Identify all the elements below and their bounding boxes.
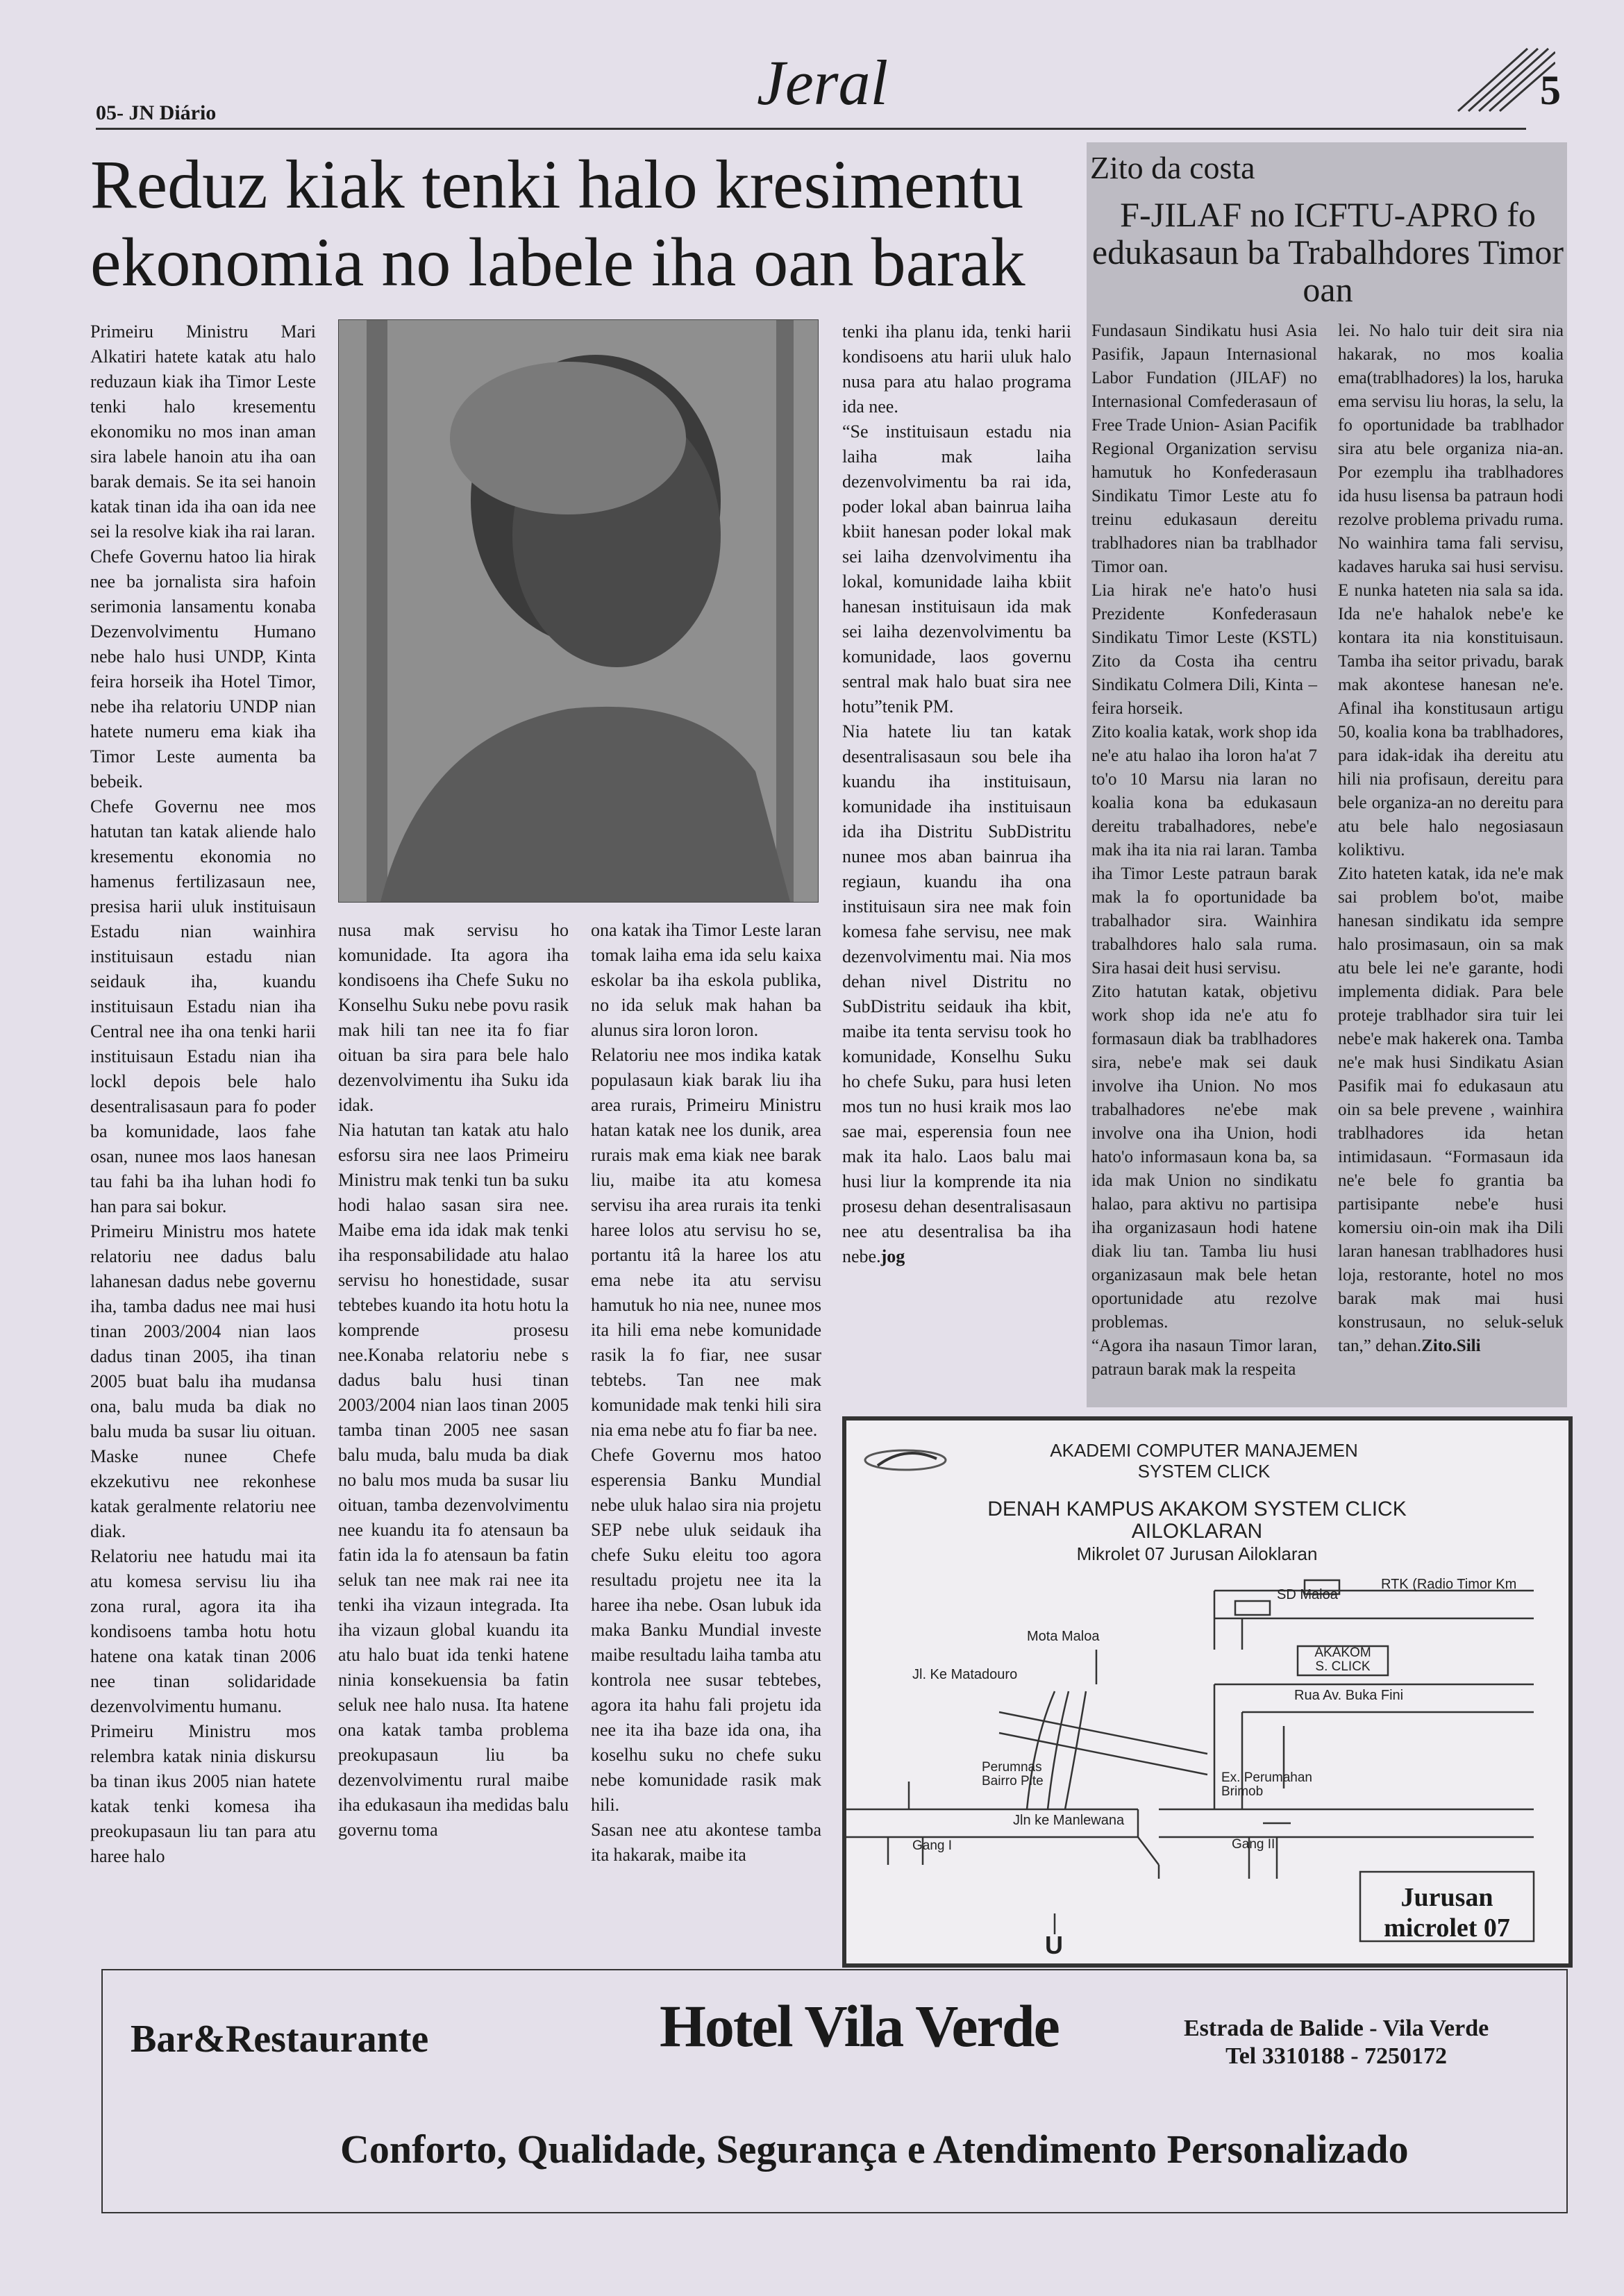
paragraph: Fundasaun Sindikatu husi Asia Pasifik, Japaun Internasional Labor Fundation (JILAF) no Internasional Comfederasaun of Free Trade Union- Asian Pacifik Regional Organization servisu hamutuk ho Konfederasaun Sindikatu Timor Leste atu fo treinu edukasaun dereitu trablhadores nian ba trablhador Timor oan. [1091,321,1317,576]
map-title-3: Mikrolet 07 Jurusan Ailoklaran [1076,1543,1318,1564]
byline: Zito.Sili [1421,1336,1481,1355]
section-title: Jeral [757,47,889,118]
paragraph: Primeiru Ministru mos hatete relatoriu nee dadus balu lahanesan dadus nebe governu iha, tamba dadus nee mai husi tinan 2003/2004 nian laos dadus tinan 2005, iha tinan 2005 buat balu iha mudansa ona, balu muda ba diak no balu muda ba susar liu oituan. Maske nunee Chefe ekzekutivu nee rekonhese katak geralmente relatoriu nee diak. [90,1221,316,1541]
manlewana-label: Jln ke Manlewana [1013,1813,1125,1828]
ad-address-block [1184,2015,1489,2070]
headline: Reduz kiak tenki halo kresimentu ekonomia no labele iha oan barak [90,146,1026,301]
paragraph: “Agora iha nasaun Timor laran, patraun barak mak la respeita [1091,1336,1317,1379]
page-number: 5 [1540,67,1561,113]
sidebar-title: F-JILAF no ICFTU-APRO fo edukasaun ba Trabalhdores Timor oan [1091,195,1564,309]
buka-fini-label: Rua Av. Buka Fini [1294,1688,1404,1703]
byline: jog [880,1246,905,1266]
paragraph: Lia hirak ne'e hato'o husi Prezidente Konfederasaun Sindikatu Timor Leste (KSTL) Zito da Costa iha centru Sindikatu Colmera Dili, Kinta –feira horseik. [1091,581,1317,718]
paragraph: lei. No halo tuir deit sira nia hakarak, no mos koalia ema(trablhadores) la los, haruka ema servisu liu horas, la selu, la fo oportunidade ba trablhador sira atu bele organiza nia-an. Por ezemplu iha trablhadores ida husu lisensa ba patraun hodi rezolve problema privadu ruma. No wainhira tama fali servisu, kadaves haruka sai husi servisu. E nunka hateten nia sala sa ida. Ida ne'e hahalok nebe'e ke kontara ita nia konstituisaun. Tamba iha seitor privadu, barak mak akontese hanesan ne'e. Afinal iha konstitusaun artigu 50, koalia kona ba trablhadores, para idak-idak iha dereitu atu hili nia profisaun, dereitu para bele organiza-an no dereitu para atu bele halo negosiasaun koliktivu. [1338,321,1564,860]
paragraph: “Se instituisaun estadu nia laiha mak laiha dezenvolvimentu ba rai ida, poder lokal aban bainrua laiha kbiit hanesan poder lokal mak sei laiha dzenvolvimentu iha lokal, komunidade laiha kbiit hanesan instituisaun ida mak sei laiha dezenvolvimentu ba komunidade, laos governu sentral mak halo buat sira nee hotu”tenik PM. [842,421,1071,717]
rtk-label: RTK (Radio Timor Km [1381,1577,1517,1592]
paragraph: Zito hatutan katak, objetivu work shop ida ne'e atu fo formasaun diak ba trablhadores sira, nebe'e mak sei dauk involve iha Union. No mos trabalhadores ne'ebe mak involve ona iha Union, hodi hato'o informasaun kona ba, sa ida mak Union no sindikatu halao, para aktivu no partisipa iha organizasaun hodi hatene diak liu tan. Tamba liu husi organizasaun mak bele hetan oportunidade atu rezolve problemas. [1091,982,1317,1332]
paragraph: ona katak iha Timor Leste laran tomak laiha ema ida selu kaixa eskolar ba iha eskola publika, no ida seluk mak hahan ba alunus sira loron loron. [591,920,821,1040]
paragraph: Chefe Governu mos hatoo esperensia Banku Mundial nebe uluk halao sira nia projetu SEP nebe uluk seidauk iha chefe Suku eleitu too agora resultadu projetu nee ita la haree iha nebe. Osan lubuk ida maka Banku Mundial investe maibe resultadu laiha tamba atu kontrola nee susar tebtebes, agora ita hahu fali projetu ida nee ita iha baze ida ona, iha koselhu suku no chefe suku nebe komunidade rasik mak hili. [591,1445,821,1815]
ad-telephone: Tel 3310188 - 7250172 [1225,2043,1448,2069]
route-label: Jurusan microlet 07 [1384,1883,1510,1943]
north-label: U [1045,1931,1063,1959]
map-title-2: AILOKLARAN [1131,1520,1263,1543]
paragraph: tenki iha planu ida, tenki harii kondisoens atu harii uluk halo nusa para atu halao programa ida nee. [842,321,1071,417]
ad-hotel-name: Hotel Vila Verde [660,1993,1059,2059]
article-column-1 [90,319,316,1869]
sd-maloa-label: SD Maloa [1277,1587,1338,1602]
paragraph-text: Nia hatete liu tan katak desentralisasaun sou bele iha kuandu iha instituisaun, komunidade iha instituisaun ida iha Distritu SubDistritu nunee mos aban bainrua iha regiaun, kuandu iha ona instituisaun sira nee mak foin komesa fahe servisu, nee mak dezenvolvimentu mai. Nia mos dehan nivel Distritu no SubDistritu seidauk iha kbit, maibe ita tenta servisu took ho komunidade, Konselhu Suku ho chefe Suku, para husi leten mos tun no husi kraik mos lao sae mai, esperensia foun nee mak ita halo. Laos balu mai husi liur la komprende ita nia prosesu dehan desentralisasaun nee atu desentralisa ba iha nebe. [842,721,1071,1266]
paragraph: Chefe Governu nee mos hatutan tan katak aliende halo kresementu ekonomia no hamenus fertilizasaun nee, presisa harii uluk instituisaun Estadu nian wainhira instituisaun estadu nian seidauk iha, kuandu instituisaun Estadu nian iha Central nee iha ona tenki harii instituisaun Estadu nian iha lockl depois bele halo desentralisasaun para fo poder ba komunidade, laos fahe osan, nunee mos laos hanesan tau fahi ba iha luhan hodi fo han para sai bokur. [90,796,316,1216]
ad-bar-restaurant: Bar&Restaurante [131,2018,429,2061]
sidebar-kicker: Zito da costa [1090,150,1255,185]
paragraph: Primeiru Ministru mos relembra katak ninia diskursu ba tinan ikus 2005 nian hatete katak tenki komesa iha preokupasaun liu tan para atu haree halo [90,1721,316,1866]
paragraph: Nia hatutan tan katak atu halo esforsu sira nee laos Primeiru Ministru mak tenki tun ba suku hodi halao sasan sira nee. Maibe ema ida idak mak tenki iha responsabilidade atu halao servisu ho honestidade, susar tebtebes kuando ita hotu hotu la komprende prosesu nee.Konaba relatoriu nebe s dadus balu husi tinan 2003/2004 nian laos tinan 2005 tamba tinan 2005 nee sasan balu muda, balu muda ba diak no balu mos muda ba susar liu oituan, tamba dezenvolvimentu nee kuandu ita fo atensaun ba fatin ida la fo atensaun ba fatin seluk tan nee mak rai nee ita tenki iha vizaun integrada. Ita iha vizaun global kuandu ita atu halo buat ida tenki hatene ninia konsekuensia ba fatin seluk nee halo nusa. Ita hatene ona katak tamba problema preokupasaun liu ba dezenvolvimentu rural maibe iha edukasaun iha medidas balu governu toma [338,1120,569,1840]
paragraph: nusa mak servisu ho komunidade. Ita agora iha kondisoens iha Chefe Suku no Konselhu Suku nebe povu rasik mak hili tan nee ita fo fiar oituan ba sira para bele halo dezenvolvimentu iha Suku ida idak. [338,920,569,1115]
ad-slogan: Conforto, Qualidade, Segurança e Atendimento Personalizado [340,2127,1409,2172]
mota-maloa-label: Mota Maloa [1027,1629,1100,1644]
org-line-1: AKADEMI COMPUTER MANAJEMEN [1050,1440,1358,1461]
paper-name: 05- JN Diário [96,101,217,124]
paragraph: Chefe Governu hatoo lia hirak nee ba jornalista sira hafoin serimonia lansamentu konaba Dezenvolvimentu Humano nebe halo husi UNDP, Kinta feira horseik iha Hotel Timor, nebe iha relatoriu UNDP nian hatete numeru ema kiak iha Timor Leste aumenta ba bebeik. [90,546,316,791]
gang-1-label: Gang I [912,1838,953,1853]
portrait-photo [338,319,819,903]
ad-address: Estrada de Balide - Vila Verde [1184,2016,1489,2041]
org-line-2: SYSTEM CLICK [1137,1461,1271,1482]
paragraph [1338,862,1564,1358]
article-column-2 [338,918,569,1843]
paragraph: Sasan nee atu akontese tamba ita hakarak, maibe ita [591,1820,821,1865]
akakom-label: AKAKOM S. CLICK [1314,1645,1371,1674]
matadouro-label: Jl. Ke Matadouro [912,1667,1018,1682]
paragraph: Zito koalia katak, work shop ida ne'e atu halao iha loron ha'at 7 to'o 10 Marsu nia laran no koalia kona ba edukasaun dereitu trabalhadores, nebe'e mak iha ita nia rai laran. Tamba iha Timor Leste patraun barak mak la fo oportunidade ba trabalhador sira. Wainhira trabalhdores halo sala ruma. Sira hasai deit husi servisu. [1091,723,1317,978]
article-column-3 [591,918,821,1868]
paragraph [842,719,1071,1269]
paragraph: Primeiru Ministru Mari Alkatiri hatete katak atu halo reduzaun kiak iha Timor Leste tenki halo kresementu ekonomiku no mos inan aman sira labele hanoin atu iha oan barak demais. Se ita sei hanoin katak tinan ida iha oan ida nee sei la resolve kiak iha rai laran. [90,321,316,542]
map-drawing [846,1421,1560,1955]
perumnas-label: Perumnas Bairro Pite [982,1760,1044,1788]
portrait-photo-icon [339,320,818,902]
header-rule [96,128,1526,130]
paragraph: Relatoriu nee hatudu mai ita atu komesa servisu liu iha zona rural, agora ita iha kondisoens tamba hotu hotu hatene ona katak tinan 2006 nee tinan solidaridade dezenvolvimentu humanu. [90,1546,316,1716]
paragraph: Relatoriu nee mos indika katak populasaun kiak barak liu iha area rurais, Primeiru Ministru hatan katak nee los dunik, area rurais mak ema kiak nee barak liu, maibe ita atu komesa servisu iha area rurais ita tenki haree lolos atu servisu ho se, portantu itâ la haree los atu ema nebe ita atu servisu hamutuk ho nia nee, nunee mos ita hili ema nebe komunidade rasik la fo fiar, nee susar tebtebs. Tan nee mak komunidade mak tenki hili sira nia ema nebe atu fo fiar ba nee. [591,1045,821,1440]
map-title-1: DENAH KAMPUS AKAKOM SYSTEM CLICK [987,1498,1407,1520]
brimob-label: Ex. Perumahan Brimob [1221,1770,1312,1799]
article-column-4 [842,319,1071,1269]
sidebar-column-1 [1091,319,1317,1382]
campus-map-ad [842,1416,1573,1968]
paragraph-text: Zito hateten katak, ida ne'e mak sai problem bo'ot, maibe hanesan sindikatu ida sempre halo prosimasaun, oin sa mak atu bele lei ne'e garante, hodi implementa didiak. Para bele proteje trablhador sira tuir lei nebe'e mak hakerek ona. Tamba ne'e mak husi Sindikatu Asian Pasifik mai fo edukasaun atu oin sa bele prevene , wainhira trablhadores ida hetan intimidasaun. “Formasaun ida ne'e bele fo grantia ba partisipante nebe'e husi komersiu oin-oin mak iha Dili laran hanesan trablhadores husi loja, restorante, hotel no mos barak mak mai husi konstrusaun, no seluk-seluk tan,” dehan. [1338,864,1564,1355]
gang-2-label: Gang II [1232,1837,1275,1852]
sidebar-column-2 [1338,319,1564,1358]
